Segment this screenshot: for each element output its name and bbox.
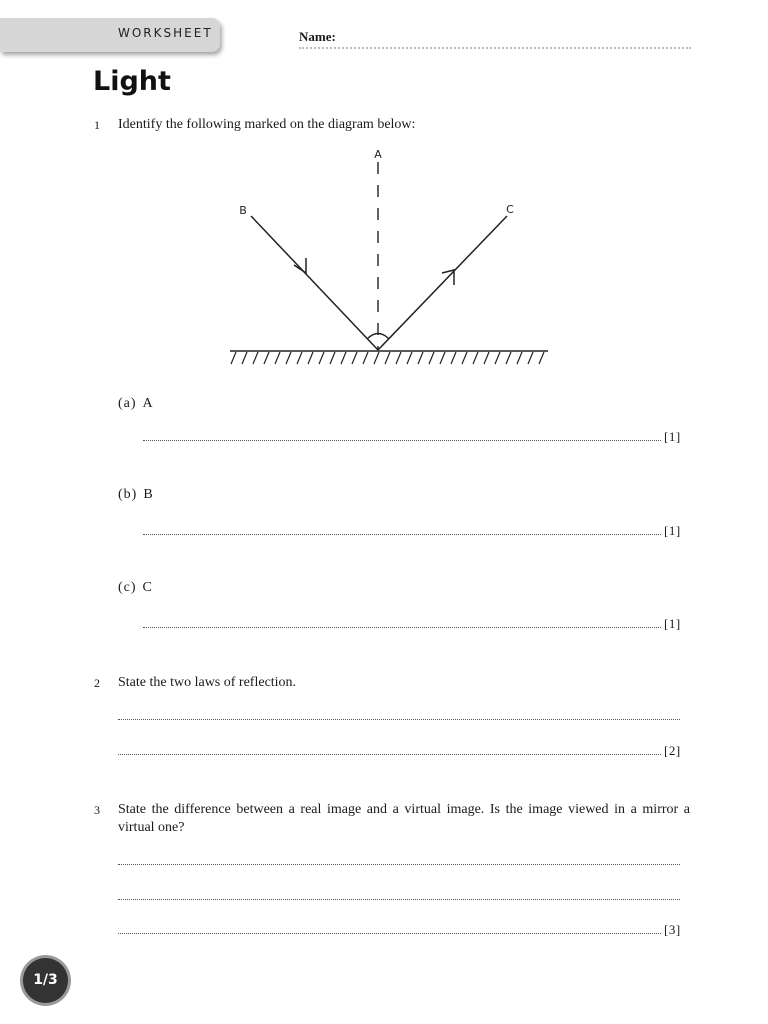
mirror-hatch-mark bbox=[528, 352, 533, 364]
reflected-ray bbox=[378, 216, 507, 350]
mirror-hatch-mark bbox=[374, 352, 379, 364]
mirror-hatch-mark bbox=[473, 352, 478, 364]
part-a-letter: A bbox=[142, 396, 153, 411]
mirror-hatch-mark bbox=[275, 352, 280, 364]
part-b-answer-line[interactable] bbox=[143, 534, 661, 535]
mirror-hatch-mark bbox=[539, 352, 544, 364]
question-3-answer-line-2[interactable] bbox=[118, 899, 680, 900]
mirror-hatch-mark bbox=[385, 352, 390, 364]
incident-arrow-icon bbox=[294, 258, 306, 273]
mirror-hatch-mark bbox=[451, 352, 456, 364]
page-title: Light bbox=[93, 66, 171, 97]
part-b-label bbox=[118, 487, 153, 503]
mirror-hatch-mark bbox=[264, 352, 269, 364]
mirror-hatch-mark bbox=[308, 352, 313, 364]
question-2-answer-line-1[interactable] bbox=[118, 719, 680, 720]
diagram-label-a: A bbox=[374, 148, 382, 161]
mirror-hatch-mark bbox=[462, 352, 467, 364]
question-3-marks: [3] bbox=[664, 922, 681, 937]
mirror-hatch-mark bbox=[253, 352, 258, 364]
question-2-text: State the two laws of reflection. bbox=[118, 675, 297, 690]
page-indicator-badge: 1/3 bbox=[23, 958, 68, 1003]
part-c-paren: (c) bbox=[118, 580, 137, 595]
name-label: Name: bbox=[299, 29, 336, 44]
diagram-label-b: B bbox=[239, 204, 247, 217]
mirror-hatch-mark bbox=[440, 352, 445, 364]
mirror-hatch-mark bbox=[286, 352, 291, 364]
mirror-hatch-mark bbox=[484, 352, 489, 364]
question-2-marks: [2] bbox=[664, 743, 681, 758]
part-b-paren: (b) bbox=[118, 487, 138, 502]
worksheet-label: WORKSHEET bbox=[118, 26, 213, 40]
part-c-answer-line[interactable] bbox=[143, 627, 661, 628]
part-b-letter: B bbox=[143, 487, 153, 502]
mirror-hatch-mark bbox=[363, 352, 368, 364]
question-3-text: State the difference between a real image and a virtual image. Is the image viewed in a mirror a virtual one? bbox=[118, 802, 690, 835]
part-a-marks: [1] bbox=[664, 429, 681, 444]
question-3-number: 3 bbox=[94, 803, 100, 817]
part-a-label bbox=[118, 396, 153, 412]
question-1-text: Identify the following marked on the diagram below: bbox=[118, 117, 416, 132]
mirror-hatching bbox=[231, 352, 544, 364]
diagram-label-c: C bbox=[506, 203, 514, 216]
part-c-label bbox=[118, 580, 152, 596]
part-c-letter: C bbox=[142, 580, 152, 595]
incident-ray bbox=[251, 216, 378, 350]
question-2-number: 2 bbox=[94, 676, 100, 690]
mirror-hatch-mark bbox=[506, 352, 511, 364]
part-b-marks: [1] bbox=[664, 523, 681, 538]
mirror-hatch-mark bbox=[341, 352, 346, 364]
mirror-hatch-mark bbox=[495, 352, 500, 364]
question-3-answer-line-3[interactable] bbox=[118, 933, 661, 934]
mirror-hatch-mark bbox=[407, 352, 412, 364]
question-3-answer-line-1[interactable] bbox=[118, 864, 680, 865]
mirror-hatch-mark bbox=[319, 352, 324, 364]
mirror-hatch-mark bbox=[517, 352, 522, 364]
name-answer-line[interactable] bbox=[299, 47, 691, 49]
reflection-diagram bbox=[220, 140, 560, 372]
mirror-hatch-mark bbox=[297, 352, 302, 364]
mirror-hatch-mark bbox=[429, 352, 434, 364]
part-a-answer-line[interactable] bbox=[143, 440, 661, 441]
mirror-hatch-mark bbox=[231, 352, 236, 364]
mirror-hatch-mark bbox=[352, 352, 357, 364]
mirror-hatch-mark bbox=[330, 352, 335, 364]
mirror-hatch-mark bbox=[242, 352, 247, 364]
part-c-marks: [1] bbox=[664, 616, 681, 631]
mirror-hatch-mark bbox=[396, 352, 401, 364]
question-2-answer-line-2[interactable] bbox=[118, 754, 661, 755]
mirror-hatch-mark bbox=[418, 352, 423, 364]
part-a-paren: (a) bbox=[118, 396, 137, 411]
question-1-number: 1 bbox=[94, 118, 100, 132]
